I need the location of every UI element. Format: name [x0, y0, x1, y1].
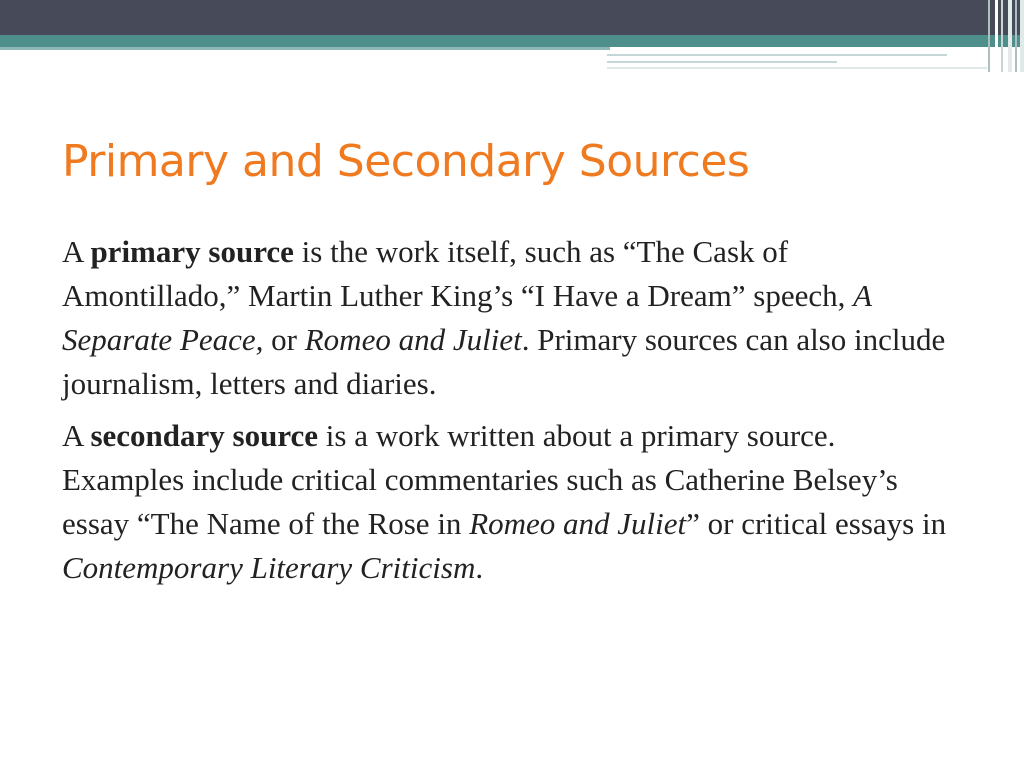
header-accent-line: [607, 67, 987, 69]
header-dark-band: [0, 0, 1024, 35]
corner-stripe: [1001, 0, 1003, 72]
header-accent-line: [607, 54, 947, 56]
work-title: Romeo and Juliet: [304, 322, 522, 357]
header-teal-thin-line: [0, 47, 610, 50]
secondary-source-paragraph: [62, 414, 962, 590]
primary-source-term: primary source: [90, 234, 294, 269]
paragraph-text: or: [271, 322, 297, 357]
paragraph-text: .: [475, 550, 484, 585]
paragraph-text: ” or critical essays in: [686, 506, 947, 541]
slide-title: Primary and Secondary Sources: [62, 136, 750, 187]
paragraph-lead: A: [62, 234, 83, 269]
header-accent-line: [607, 61, 837, 63]
paragraph-lead: A: [62, 418, 83, 453]
work-title: Romeo and Juliet: [469, 506, 687, 541]
slide-body: [62, 230, 962, 598]
corner-stripe: [1015, 0, 1017, 72]
header-teal-band: [0, 35, 1024, 47]
paragraph-text: . Primary sources can also include journalism, letters and diaries.: [62, 322, 946, 401]
corner-stripe: [1008, 0, 1012, 72]
corner-stripe: [988, 0, 990, 72]
primary-source-paragraph: [62, 230, 962, 406]
paragraph-text: is a work written about a primary source. Examples include critical commentaries such as Catherine Belsey’s essay “The Name of the Rose in: [62, 418, 898, 541]
corner-stripe: [1020, 0, 1024, 72]
work-title: A Separate Peace,: [62, 278, 872, 357]
secondary-source-term: secondary source: [90, 418, 319, 453]
work-title: Contemporary Literary Criticism: [62, 550, 476, 585]
corner-stripe: [995, 0, 998, 72]
paragraph-text: is the work itself, such as “The Cask of Amontillado,” Martin Luther King’s “I Have a Dream” speech,: [62, 234, 846, 313]
